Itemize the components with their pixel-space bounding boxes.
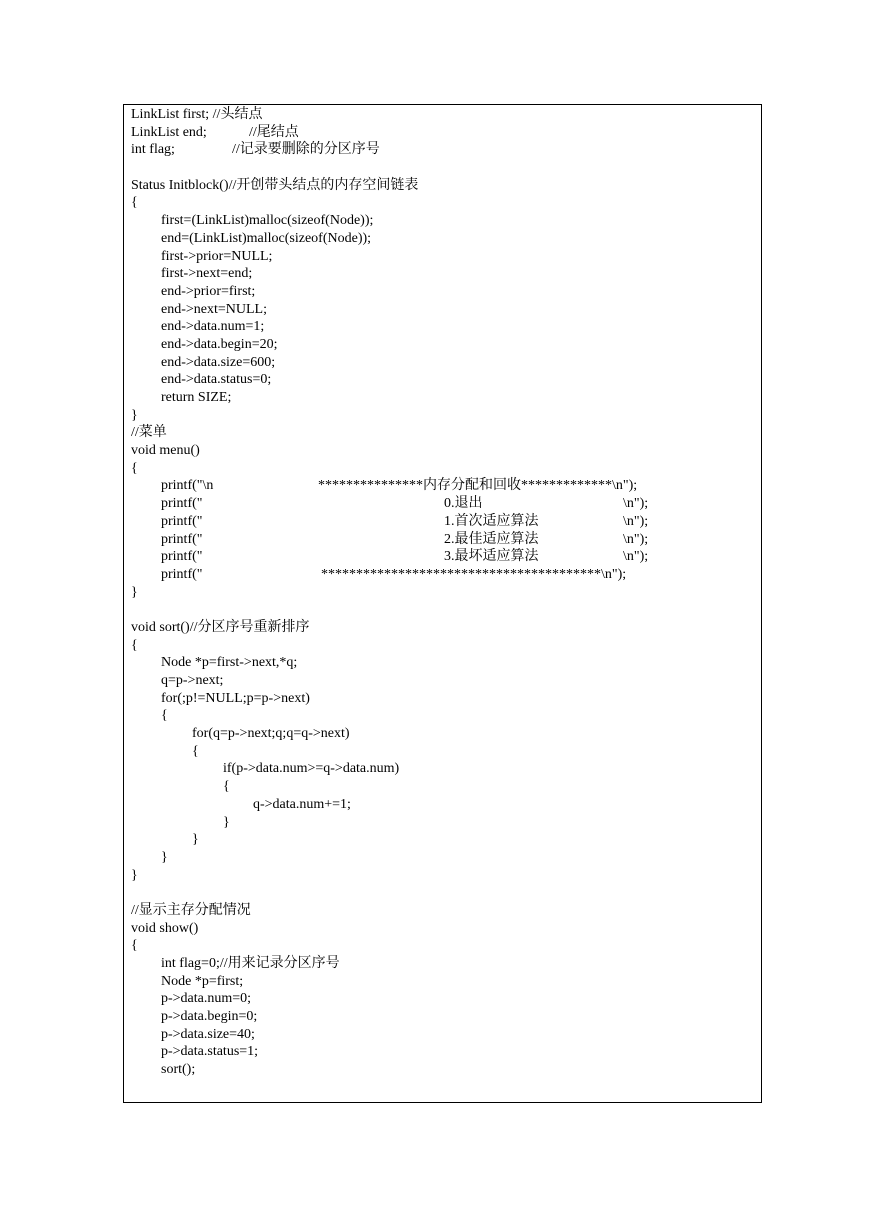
code-text: { [192, 743, 199, 759]
code-line [131, 654, 756, 672]
code-line [131, 778, 756, 796]
code-segment: //记录要删除的分区序号 [232, 142, 380, 158]
code-segment: \n"); [623, 531, 649, 547]
code-segment: printf("\n [161, 478, 214, 494]
code-segment: printf(" [161, 513, 203, 529]
code-text: Node *p=first->next,*q; [161, 655, 298, 671]
code-line [131, 690, 756, 708]
code-text: { [161, 708, 168, 724]
code-segment: 2.最佳适应算法 [444, 531, 539, 547]
code-line [131, 460, 756, 478]
code-segment: int flag; [131, 142, 175, 158]
code-line [131, 159, 756, 177]
code-line [131, 672, 756, 690]
code-text: LinkList first; //头结点 [131, 107, 263, 122]
code-text: end->data.num=1; [161, 319, 265, 335]
code-line [131, 955, 756, 973]
code-segment: //尾结点 [249, 124, 299, 140]
code-text: first->next=end; [161, 266, 253, 282]
code-line [131, 1061, 756, 1079]
code-text: end=(LinkList)malloc(sizeof(Node)); [161, 230, 372, 246]
code-line [131, 760, 756, 778]
code-line [131, 884, 756, 902]
code-line [131, 1043, 756, 1061]
code-line [131, 937, 756, 955]
code-text: p->data.status=1; [161, 1044, 259, 1060]
code-line [131, 796, 756, 814]
code-text: void menu() [131, 443, 200, 459]
code-line [131, 867, 756, 885]
code-text: } [131, 867, 138, 883]
code-segment: ***************内存分配和回收*************\n"); [318, 478, 638, 494]
code-line [131, 318, 756, 336]
code-segment: \n"); [623, 513, 649, 529]
code-text: if(p->data.num>=q->data.num) [223, 761, 400, 777]
code-text: return SIZE; [161, 390, 232, 405]
code-line [131, 548, 756, 566]
code-text: end->data.begin=20; [161, 336, 278, 352]
code-line [131, 566, 756, 584]
code-segment: printf(" [161, 566, 203, 582]
code-text: } [131, 407, 138, 423]
code-line [131, 637, 756, 655]
code-line [131, 990, 756, 1008]
code-line [131, 141, 756, 159]
code-line [131, 495, 756, 513]
code-text: void sort()//分区序号重新排序 [131, 619, 310, 635]
code-line [131, 743, 756, 761]
code-text: } [131, 584, 138, 600]
code-line [131, 725, 756, 743]
code-segment: 3.最坏适应算法 [444, 549, 539, 565]
code-segment: printf(" [161, 496, 203, 512]
code-text: p->data.size=40; [161, 1026, 255, 1042]
code-line [131, 584, 756, 602]
code-line [131, 194, 756, 212]
code-text: p->data.begin=0; [161, 1009, 258, 1025]
code-line [131, 230, 756, 248]
code-line [131, 814, 756, 832]
code-text: { [131, 195, 138, 211]
code-line [131, 513, 756, 531]
code-text: { [131, 637, 138, 653]
code-text: first->prior=NULL; [161, 248, 273, 264]
code-text: } [161, 849, 168, 865]
code-line [131, 1008, 756, 1026]
code-line [131, 601, 756, 619]
code-segment: 0.退出 [444, 496, 483, 512]
code-text: } [192, 832, 199, 848]
code-text: //显示主存分配情况 [131, 902, 251, 918]
code-segment: 1.首次适应算法 [444, 513, 539, 529]
code-line [131, 248, 756, 266]
code-line [131, 442, 756, 460]
code-segment: ****************************************\n"); [321, 566, 627, 582]
code-line [131, 831, 756, 849]
code-text: end->data.size=600; [161, 354, 276, 370]
code-line [131, 336, 756, 354]
code-text: q->data.num+=1; [253, 796, 351, 812]
code-line [131, 973, 756, 991]
code-segment: \n"); [623, 496, 649, 512]
code-text: } [223, 814, 230, 830]
code-line [131, 212, 756, 230]
code-text: q=p->next; [161, 673, 224, 688]
code-segment: LinkList end; [131, 124, 207, 140]
code-line [131, 902, 756, 920]
code-segment: \n"); [623, 549, 649, 565]
code-text: { [223, 779, 230, 795]
code-line [131, 531, 756, 549]
code-text: //菜单 [131, 425, 167, 441]
code-line [131, 1026, 756, 1044]
code-line [131, 424, 756, 442]
code-text: sort(); [161, 1062, 196, 1078]
code-segment: printf(" [161, 531, 203, 547]
code-line [131, 407, 756, 425]
code-block [131, 106, 756, 1079]
code-text: end->data.status=0; [161, 372, 272, 388]
code-text: int flag=0;//用来记录分区序号 [161, 956, 340, 971]
code-text: end->next=NULL; [161, 301, 267, 317]
code-line [131, 477, 756, 495]
code-text: end->prior=first; [161, 283, 256, 299]
code-line [131, 301, 756, 319]
code-segment: printf(" [161, 549, 203, 565]
code-line [131, 106, 756, 124]
code-line [131, 371, 756, 389]
code-line [131, 619, 756, 637]
code-line [131, 920, 756, 938]
code-line [131, 283, 756, 301]
code-text: for(;p!=NULL;p=p->next) [161, 690, 310, 706]
code-line [131, 177, 756, 195]
code-text: first=(LinkList)malloc(sizeof(Node)); [161, 213, 374, 229]
code-line [131, 124, 756, 142]
code-line [131, 265, 756, 283]
code-line [131, 707, 756, 725]
code-text: Node *p=first; [161, 973, 244, 989]
code-text: Status Initblock()//开创带头结点的内存空间链表 [131, 177, 419, 193]
code-text: for(q=p->next;q;q=q->next) [192, 726, 350, 742]
code-text: p->data.num=0; [161, 991, 252, 1007]
code-line [131, 354, 756, 372]
code-line [131, 849, 756, 867]
code-text: { [131, 460, 138, 476]
code-line [131, 389, 756, 407]
code-text: { [131, 938, 138, 954]
code-text: void show() [131, 920, 199, 936]
